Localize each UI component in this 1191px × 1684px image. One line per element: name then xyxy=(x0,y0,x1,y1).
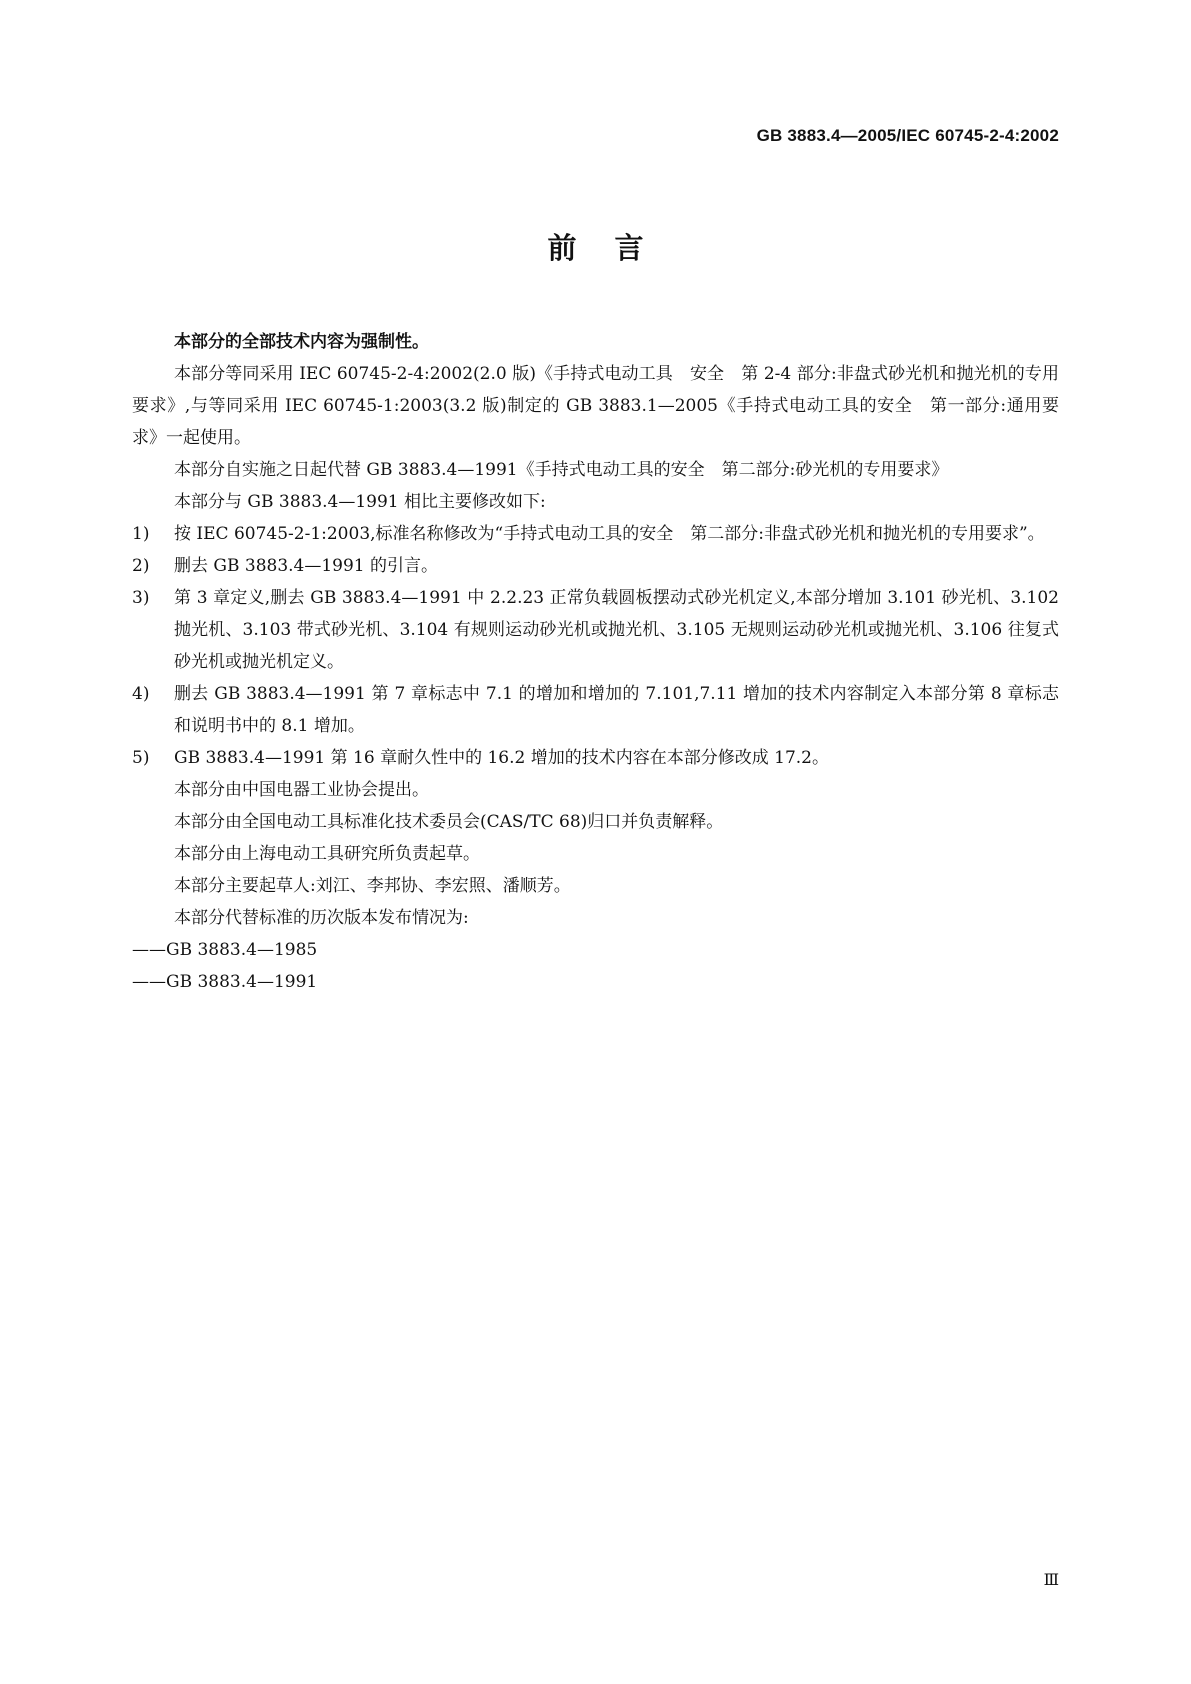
change-item xyxy=(132,742,1059,774)
drafters-paragraph: 本部分主要起草人:刘江、李邦协、李宏照、潘顺芳。 xyxy=(174,876,571,896)
drafting-organization-paragraph: 本部分由上海电动工具研究所负责起草。 xyxy=(174,844,480,864)
change-item xyxy=(132,582,1059,678)
history-intro: 本部分代替标准的历次版本发布情况为: xyxy=(174,908,469,928)
change-item-number: 5) xyxy=(132,748,150,768)
adoption-paragraph: 本部分等同采用 IEC 60745-2-4:2002(2.0 版)《手持式电动工具 安全 第 2-4 部分:非盘式砂光机和抛光机的专用要求》,与等同采用 IEC 60745-1:2003(3.2 版)制定的 GB 3883.1—2005《手持式电动工具的安全 第一部分:通用要求》一起使用。 xyxy=(132,364,1059,448)
mandatory-statement: 本部分的全部技术内容为强制性。 xyxy=(174,332,429,352)
change-item-number: 1) xyxy=(132,524,150,544)
change-item-text: 删去 GB 3883.4—1991 的引言。 xyxy=(174,556,439,576)
change-item-text: 第 3 章定义,删去 GB 3883.4—1991 中 2.2.23 正常负载圆板摆动式砂光机定义,本部分增加 3.101 砂光机、3.102 抛光机、3.103 带式砂光机、3.104 有规则运动砂光机或抛光机、3.105 无规则运动砂光机或抛光机、3.106 往复式砂光机或抛光机定义。 xyxy=(174,588,1059,672)
change-item-number: 2) xyxy=(132,556,150,576)
proposer-paragraph: 本部分由中国电器工业协会提出。 xyxy=(174,780,429,800)
history-item: ——GB 3883.4—1991 xyxy=(132,972,318,992)
foreword-body xyxy=(132,326,1059,998)
change-item xyxy=(132,518,1059,550)
change-item-text: GB 3883.4—1991 第 16 章耐久性中的 16.2 增加的技术内容在本部分修改成 17.2。 xyxy=(174,748,829,768)
change-item xyxy=(132,678,1059,742)
change-item xyxy=(132,550,1059,582)
standard-number: GB 3883.4—2005/IEC 60745-2-4:2002 xyxy=(756,126,1059,145)
change-item-number: 3) xyxy=(132,588,150,608)
page-number: Ⅲ xyxy=(1043,1572,1059,1589)
history-item: ——GB 3883.4—1985 xyxy=(132,940,318,960)
change-item-text: 删去 GB 3883.4—1991 第 7 章标志中 7.1 的增加和增加的 7.101,7.11 增加的技术内容制定入本部分第 8 章标志和说明书中的 8.1 增加。 xyxy=(174,684,1059,736)
responsible-committee-paragraph: 本部分由全国电动工具标准化技术委员会(CAS/TC 68)归口并负责解释。 xyxy=(174,812,724,832)
page-title: 前言 xyxy=(547,231,682,265)
change-item-number: 4) xyxy=(132,684,150,704)
changes-intro: 本部分与 GB 3883.4—1991 相比主要修改如下: xyxy=(174,492,546,512)
change-item-text: 按 IEC 60745-2-1:2003,标准名称修改为“手持式电动工具的安全 第二部分:非盘式砂光机和抛光机的专用要求”。 xyxy=(174,524,1045,544)
replacement-paragraph: 本部分自实施之日起代替 GB 3883.4—1991《手持式电动工具的安全 第二部分:砂光机的专用要求》 xyxy=(174,460,949,480)
